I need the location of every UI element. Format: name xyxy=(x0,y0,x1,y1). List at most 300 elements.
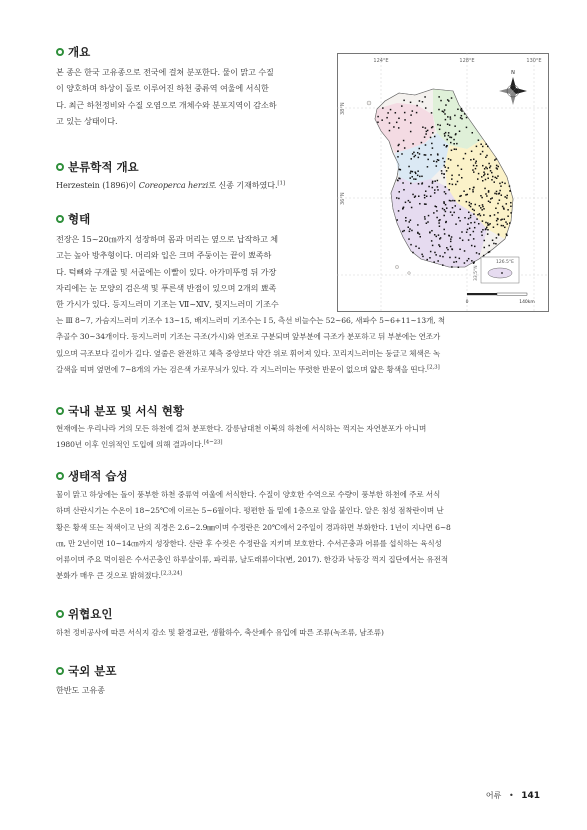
occurrence-point xyxy=(449,257,451,259)
circle-bullet-icon xyxy=(56,48,64,56)
occurrence-point xyxy=(478,173,480,175)
occurrence-point xyxy=(449,183,451,185)
occurrence-point xyxy=(506,235,508,237)
occurrence-point xyxy=(470,222,472,224)
occurrence-point xyxy=(489,202,491,204)
occurrence-point xyxy=(430,154,432,156)
occurrence-point xyxy=(464,113,466,115)
occurrence-point xyxy=(398,191,400,193)
occurrence-point xyxy=(448,167,450,169)
occurrence-point xyxy=(452,214,454,216)
occurrence-point xyxy=(425,133,427,135)
occurrence-point xyxy=(450,246,452,248)
occurrence-point xyxy=(470,234,472,236)
occurrence-point xyxy=(464,262,466,264)
occurrence-point xyxy=(412,143,414,145)
occurrence-point xyxy=(444,233,446,235)
occurrence-point xyxy=(402,231,404,233)
occurrence-point xyxy=(507,215,509,217)
occurrence-point xyxy=(471,245,473,247)
occurrence-point xyxy=(453,143,455,145)
occurrence-point xyxy=(498,193,500,195)
occurrence-point xyxy=(419,176,421,178)
occurrence-point xyxy=(459,131,461,133)
occurrence-point xyxy=(445,166,447,168)
occurrence-point xyxy=(479,205,481,207)
occurrence-point xyxy=(398,144,400,146)
occurrence-point xyxy=(437,180,439,182)
occurrence-point xyxy=(443,177,445,179)
occurrence-point xyxy=(382,107,384,109)
occurrence-point xyxy=(483,175,485,177)
footer-separator: • xyxy=(508,791,514,800)
occurrence-point xyxy=(451,178,453,180)
occurrence-point xyxy=(424,136,426,138)
section-heading-ecology: 생태적 습성 xyxy=(56,468,128,484)
occurrence-point xyxy=(402,207,404,209)
occurrence-point xyxy=(509,185,511,187)
occurrence-point xyxy=(443,215,445,217)
section-heading-overview: 개요 xyxy=(56,44,90,60)
occurrence-point xyxy=(445,204,447,206)
occurrence-point xyxy=(507,209,509,211)
occurrence-point xyxy=(437,260,439,262)
occurrence-point xyxy=(410,172,412,174)
occurrence-point xyxy=(482,180,484,182)
occurrence-point xyxy=(439,129,441,131)
occurrence-point xyxy=(445,104,447,106)
occurrence-point xyxy=(505,221,507,223)
occurrence-point xyxy=(424,154,426,156)
occurrence-point xyxy=(486,195,488,197)
occurrence-point xyxy=(447,123,449,125)
occurrence-point xyxy=(395,112,397,114)
occurrence-point xyxy=(393,126,395,128)
occurrence-point xyxy=(459,258,461,260)
occurrence-point xyxy=(502,206,504,208)
occurrence-point xyxy=(441,173,443,175)
occurrence-point xyxy=(401,105,403,107)
occurrence-point xyxy=(466,231,468,233)
distribution-map xyxy=(337,53,549,312)
occurrence-point xyxy=(403,230,405,232)
occurrence-point xyxy=(495,177,497,179)
occurrence-point xyxy=(424,194,426,196)
occurrence-point xyxy=(449,124,451,126)
occurrence-point xyxy=(422,101,424,103)
occurrence-point xyxy=(377,116,379,118)
occurrence-point xyxy=(427,221,429,223)
occurrence-point xyxy=(504,227,506,229)
occurrence-point xyxy=(455,257,457,259)
ecology-text: 물이 맑고 하상에는 돌이 풍부한 하천 중류역 여울에 서식한다. 수질이 양호한 수역으로 수량이 풍부한 하천에 주로 서식 하며 산란시기는 수온이 18~25℃에 이르는 5~6월이다. 평편한 돌 밑에 1층으로 알을 붙인다. 알은 침성 점착란이며 난 황은 황색 또는 적색이고 난의 직경은 2.6~2.9㎜이며 수정란은 20℃에서 2주일이 경과하면 부화한다. 1년이 지나면 6~8 ㎝, 만 2년이면 10~14㎝까지 성장한다. 산란 후 수컷은 수정란을 지키며 보호한다. 수서곤충과 어류를 섭식하는 육식성 어류이며 주요 먹이원은 수서곤충인 하루살이류, 파리류, 날도래류이다(변, 2017). 한강과 낙동강 꺽지 집단에서는 유전적 분화가 매우 큰 것으로 밝혀졌다.[2,3,24] xyxy=(56,490,451,581)
occurrence-point xyxy=(399,169,401,171)
occurrence-point xyxy=(450,116,452,118)
occurrence-point xyxy=(437,189,439,191)
occurrence-point xyxy=(432,245,434,247)
occurrence-point xyxy=(457,165,459,167)
occurrence-point xyxy=(451,137,453,139)
occurrence-point xyxy=(432,187,434,189)
occurrence-point xyxy=(396,219,398,221)
occurrence-point xyxy=(412,153,414,155)
occurrence-point xyxy=(411,207,413,209)
occurrence-point xyxy=(459,237,461,239)
occurrence-point xyxy=(468,258,470,260)
occurrence-point xyxy=(489,215,491,217)
occurrence-point xyxy=(494,193,496,195)
occurrence-point xyxy=(449,136,451,138)
occurrence-point xyxy=(428,186,430,188)
footer-category: 어류 xyxy=(485,791,502,800)
occurrence-point xyxy=(485,228,487,230)
occurrence-point xyxy=(485,143,487,145)
occurrence-point xyxy=(434,192,436,194)
occurrence-point xyxy=(482,220,484,222)
occurrence-point xyxy=(439,246,441,248)
occurrence-point xyxy=(485,222,487,224)
occurrence-point xyxy=(465,194,467,196)
occurrence-point xyxy=(483,214,485,216)
occurrence-point xyxy=(468,239,470,241)
occurrence-point xyxy=(485,156,487,158)
occurrence-point xyxy=(412,110,414,112)
occurrence-point xyxy=(453,212,455,214)
occurrence-point xyxy=(489,223,491,225)
occurrence-point xyxy=(436,161,438,163)
section-heading-morphology: 형태 xyxy=(56,211,90,227)
occurrence-point xyxy=(408,166,410,168)
occurrence-point xyxy=(434,180,436,182)
occurrence-point xyxy=(473,262,475,264)
section-heading-taxonomy: 분류학적 개요 xyxy=(56,159,139,175)
occurrence-point xyxy=(434,136,436,138)
occurrence-point xyxy=(427,159,429,161)
occurrence-point xyxy=(396,122,398,124)
occurrence-point xyxy=(411,176,413,178)
occurrence-point xyxy=(493,243,495,245)
occurrence-point xyxy=(416,112,418,114)
svg-text:140km: 140km xyxy=(519,300,535,305)
occurrence-point xyxy=(473,159,475,161)
lat-label: 36°N xyxy=(340,192,346,205)
occurrence-point xyxy=(431,143,433,145)
occurrence-point xyxy=(482,165,484,167)
occurrence-point xyxy=(419,233,421,235)
occurrence-point xyxy=(443,201,445,203)
occurrence-point xyxy=(410,244,412,246)
occurrence-point xyxy=(436,217,438,219)
occurrence-point xyxy=(497,203,499,205)
occurrence-point xyxy=(403,189,405,191)
occurrence-point xyxy=(467,223,469,225)
occurrence-point xyxy=(430,196,432,198)
inset-lat-label: 33.5°N xyxy=(474,265,479,281)
occurrence-point xyxy=(443,144,445,146)
occurrence-point xyxy=(441,170,443,172)
occurrence-point xyxy=(426,222,428,224)
occurrence-point xyxy=(442,208,444,210)
occurrence-point xyxy=(410,131,412,133)
occurrence-point xyxy=(476,252,478,254)
occurrence-point xyxy=(433,261,435,263)
occurrence-point xyxy=(497,166,499,168)
occurrence-point xyxy=(492,176,494,178)
occurrence-point xyxy=(444,161,446,163)
occurrence-point xyxy=(438,160,440,162)
occurrence-point xyxy=(436,236,438,238)
occurrence-point xyxy=(455,205,457,207)
occurrence-point xyxy=(490,198,492,200)
occurrence-point xyxy=(445,186,447,188)
lon-label: 128°E xyxy=(459,58,475,64)
occurrence-point xyxy=(432,132,434,134)
occurrence-point xyxy=(419,153,421,155)
morphology-text-narrow: 전장은 15~20㎝까지 성장하며 몸과 머리는 옆으로 납작하고 체 고는 높아 방추형이다. 머리와 입은 크며 주둥이는 끝이 뾰족하 다. 턱뼈와 구개골 및 서골에는 이빨이 있다. 아가미뚜껑 뒤 가장 자리에는 눈 모양의 검은색 및 푸른색 반점이 있으며 2개의 뾰족 한 가시가 있다. 등지느러미 기조는 Ⅶ~ⅪⅤ, 뒷지느러미 기조수 xyxy=(56,234,279,310)
occurrence-point xyxy=(470,159,472,161)
occurrence-point xyxy=(461,118,463,120)
occurrence-point xyxy=(390,109,392,111)
occurrence-point xyxy=(481,235,483,237)
occurrence-point xyxy=(438,222,440,224)
occurrence-point xyxy=(466,127,468,129)
occurrence-point xyxy=(410,171,412,173)
occurrence-point xyxy=(492,240,494,242)
occurrence-point xyxy=(457,109,459,111)
occurrence-point xyxy=(496,191,498,193)
occurrence-point xyxy=(461,115,463,117)
occurrence-point xyxy=(446,170,448,172)
occurrence-point xyxy=(447,116,449,118)
occurrence-point xyxy=(483,171,485,173)
occurrence-point xyxy=(418,248,420,250)
occurrence-point xyxy=(439,255,441,257)
occurrence-point xyxy=(487,178,489,180)
occurrence-point xyxy=(466,117,468,119)
occurrence-point xyxy=(473,165,475,167)
occurrence-point xyxy=(484,247,486,249)
occurrence-point xyxy=(481,197,483,199)
occurrence-point xyxy=(462,240,464,242)
occurrence-point xyxy=(477,178,479,180)
occurrence-point xyxy=(442,158,444,160)
occurrence-point xyxy=(474,227,476,229)
occurrence-point xyxy=(402,182,404,184)
circle-bullet-icon xyxy=(56,667,64,675)
occurrence-point xyxy=(461,177,463,179)
occurrence-point xyxy=(412,194,414,196)
occurrence-point xyxy=(430,137,432,139)
occurrence-point xyxy=(446,247,448,249)
occurrence-point xyxy=(448,189,450,191)
occurrence-point xyxy=(498,233,500,235)
occurrence-point xyxy=(454,200,456,202)
occurrence-point xyxy=(398,198,400,200)
occurrence-point xyxy=(421,183,423,185)
occurrence-point xyxy=(433,212,435,214)
occurrence-point xyxy=(447,249,449,251)
occurrence-point xyxy=(480,195,482,197)
occurrence-point xyxy=(432,147,434,149)
occurrence-point xyxy=(452,207,454,209)
occurrence-point xyxy=(487,229,489,231)
occurrence-point xyxy=(453,139,455,141)
occurrence-point xyxy=(421,176,423,178)
occurrence-point xyxy=(418,195,420,197)
occurrence-point xyxy=(495,208,497,210)
occurrence-point xyxy=(489,251,491,253)
occurrence-point xyxy=(472,132,474,134)
occurrence-point xyxy=(451,236,453,238)
occurrence-point xyxy=(478,253,480,255)
occurrence-point xyxy=(466,260,468,262)
occurrence-point xyxy=(425,127,427,129)
occurrence-point xyxy=(445,119,447,121)
occurrence-point xyxy=(419,148,421,150)
occurrence-point xyxy=(496,167,498,169)
taxonomy-text: Herzestein (1896)이 Coreoperca herzi로 신종 기재하였다.[1] xyxy=(56,180,285,190)
occurrence-point xyxy=(444,191,446,193)
occurrence-point xyxy=(413,152,415,154)
occurrence-point xyxy=(432,181,434,183)
occurrence-point xyxy=(484,188,486,190)
occurrence-point xyxy=(436,165,438,167)
occurrence-point xyxy=(409,228,411,230)
occurrence-point xyxy=(428,215,430,217)
occurrence-point xyxy=(488,190,490,192)
occurrence-point xyxy=(480,153,482,155)
occurrence-point xyxy=(445,211,447,213)
occurrence-point xyxy=(482,206,484,208)
occurrence-point xyxy=(472,169,474,171)
occurrence-point xyxy=(470,215,472,217)
occurrence-point xyxy=(464,250,466,252)
occurrence-point xyxy=(469,188,471,190)
occurrence-point xyxy=(411,230,413,232)
distribution-text: 현재에는 우리나라 거의 모든 하천에 걸쳐 분포한다. 강릉남대천 이북의 하천에 서식하는 꺽지는 자연분포가 아니며 1980년 이후 인위적인 도입에 의해 결과이다.[4~23] xyxy=(56,424,427,450)
occurrence-point xyxy=(407,227,409,229)
occurrence-point xyxy=(419,203,421,205)
occurrence-point xyxy=(444,252,446,254)
occurrence-point xyxy=(410,102,412,104)
occurrence-point xyxy=(417,232,419,234)
occurrence-point xyxy=(501,194,503,196)
occurrence-point xyxy=(472,191,474,193)
occurrence-point xyxy=(476,165,478,167)
lon-label: 124°E xyxy=(373,58,389,64)
occurrence-point xyxy=(443,202,445,204)
occurrence-point xyxy=(480,143,482,145)
occurrence-point xyxy=(396,197,398,199)
occurrence-point xyxy=(470,217,472,219)
occurrence-point xyxy=(467,229,469,231)
circle-bullet-icon xyxy=(56,163,64,171)
occurrence-point xyxy=(488,245,490,247)
lon-label: 130°E xyxy=(526,58,542,64)
occurrence-point xyxy=(448,235,450,237)
occurrence-point xyxy=(444,133,446,135)
occurrence-point xyxy=(448,135,450,137)
occurrence-point xyxy=(469,202,471,204)
circle-bullet-icon xyxy=(56,472,64,480)
occurrence-point xyxy=(510,202,512,204)
occurrence-point xyxy=(438,234,440,236)
compass-north-label: N xyxy=(511,70,515,76)
occurrence-point xyxy=(397,156,399,158)
occurrence-point xyxy=(431,230,433,232)
occurrence-point xyxy=(415,155,417,157)
occurrence-point xyxy=(405,220,407,222)
occurrence-point xyxy=(415,173,417,175)
occurrence-point xyxy=(506,223,508,225)
occurrence-point xyxy=(410,114,412,116)
occurrence-point xyxy=(496,178,498,180)
occurrence-point xyxy=(439,219,441,221)
occurrence-point xyxy=(487,174,489,176)
occurrence-point xyxy=(422,256,424,257)
occurrence-point xyxy=(417,170,419,172)
occurrence-point xyxy=(455,133,457,135)
occurrence-point xyxy=(410,219,412,221)
occurrence-point xyxy=(471,151,473,153)
occurrence-point xyxy=(503,207,505,209)
occurrence-point xyxy=(426,259,428,261)
occurrence-point xyxy=(490,165,492,167)
occurrence-point xyxy=(444,109,446,111)
occurrence-point xyxy=(427,166,429,168)
occurrence-point xyxy=(500,185,502,187)
occurrence-point xyxy=(499,199,501,201)
occurrence-point xyxy=(491,172,493,174)
occurrence-point xyxy=(452,200,454,202)
occurrence-point xyxy=(451,175,453,177)
svg-text:0: 0 xyxy=(465,300,469,305)
occurrence-point xyxy=(490,170,492,172)
occurrence-point xyxy=(409,221,411,223)
occurrence-point xyxy=(486,155,488,157)
occurrence-point xyxy=(455,223,457,225)
occurrence-point xyxy=(404,112,406,114)
occurrence-point xyxy=(446,145,448,147)
occurrence-point xyxy=(439,238,441,240)
occurrence-point xyxy=(475,204,477,206)
occurrence-point xyxy=(440,100,442,102)
occurrence-point xyxy=(418,183,420,185)
occurrence-point xyxy=(422,126,424,128)
occurrence-point xyxy=(504,196,506,198)
occurrence-point xyxy=(496,237,498,239)
occurrence-point xyxy=(412,171,414,173)
occurrence-point xyxy=(501,225,503,227)
occurrence-point xyxy=(409,231,411,233)
occurrence-point xyxy=(460,117,462,119)
occurrence-point xyxy=(456,143,458,145)
occurrence-point xyxy=(510,206,512,208)
occurrence-point xyxy=(461,169,463,171)
occurrence-point xyxy=(403,100,405,102)
occurrence-point xyxy=(414,196,416,198)
occurrence-point xyxy=(381,119,383,121)
occurrence-point xyxy=(403,140,405,142)
occurrence-point xyxy=(424,216,426,218)
occurrence-point xyxy=(495,243,497,245)
occurrence-point xyxy=(473,187,475,189)
occurrence-point xyxy=(477,214,479,216)
occurrence-point xyxy=(450,159,452,161)
occurrence-point xyxy=(459,209,461,211)
occurrence-point xyxy=(432,182,434,184)
occurrence-point xyxy=(386,117,388,119)
